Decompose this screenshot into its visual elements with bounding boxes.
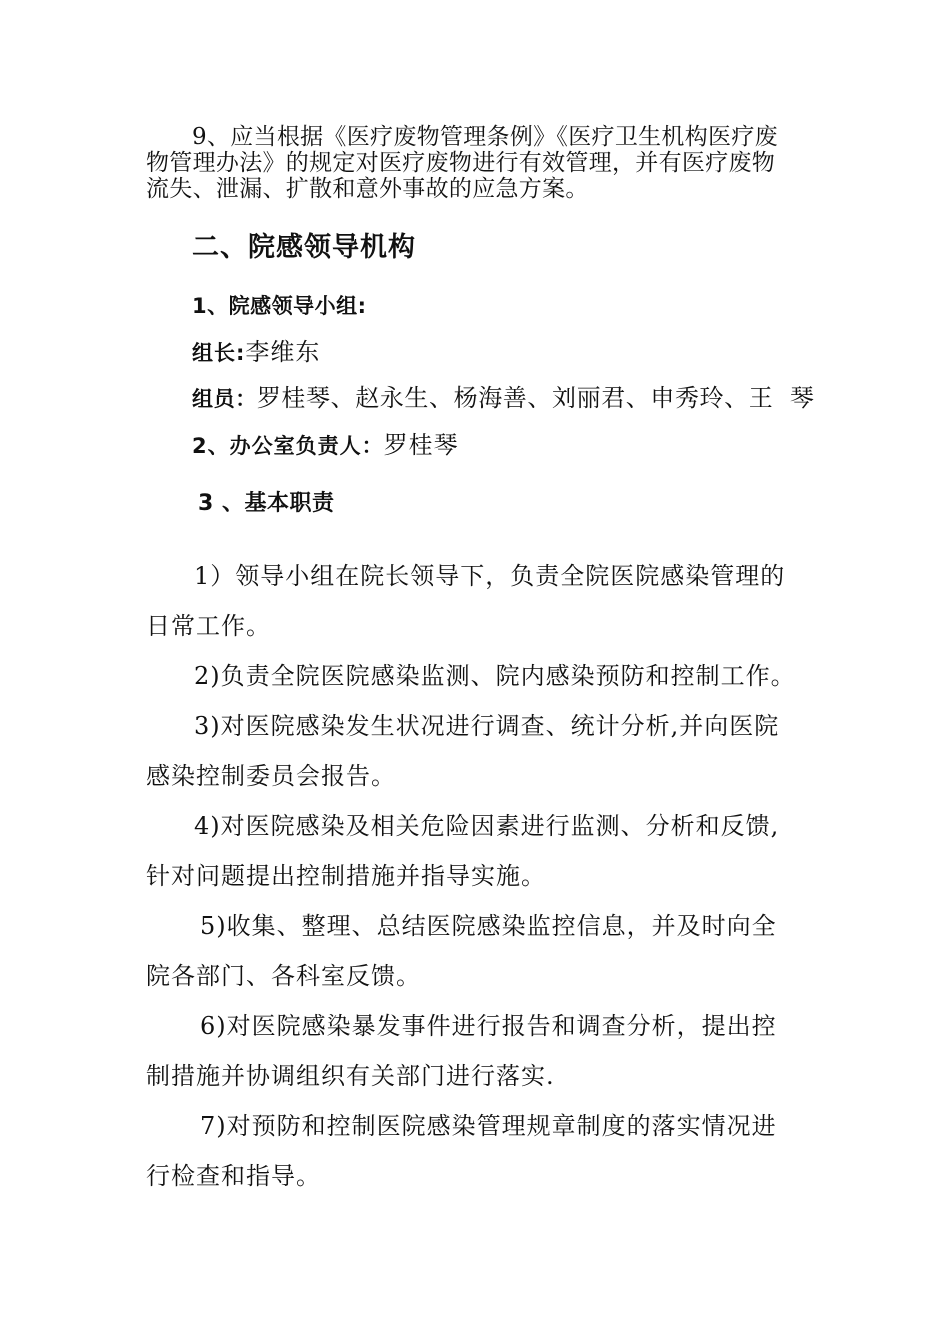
leader-row (192, 337, 320, 368)
duty-6-line-2: 制措施并协调组织有关部门进行落实. (146, 1062, 555, 1090)
duty-5-line-1: 5)收集、整理、总结医院感染监控信息，并及时向全 (200, 912, 777, 940)
duty-7-line-2: 行检查和指导。 (146, 1162, 321, 1190)
duties-title: 3 、基本职责 (198, 491, 335, 516)
office-label: 2、办公室负责人： (192, 434, 384, 458)
intro-line-3: 流失、泄漏、扩散和意外事故的应急方案。 (146, 176, 589, 202)
members-label: 组员： (192, 387, 257, 411)
leader-name: 李维东 (245, 338, 321, 366)
intro-line-2: 物管理办法》的规定对医疗废物进行有效管理，并有医疗废物 (146, 150, 776, 176)
members-row (192, 383, 814, 414)
members-list: 罗桂琴、赵永生、杨海善、刘丽君、申秀玲、王 琴 (256, 384, 815, 412)
duty-2-line-1: 2)负责全院医院感染监测、院内感染预防和控制工作。 (194, 662, 796, 690)
group-title: 1、院感领导小组: (192, 294, 367, 318)
duty-3-line-1: 3)对医院感染发生状况进行调查、统计分析,并向医院 (194, 712, 780, 740)
office-row (192, 430, 459, 461)
duty-1-line-2: 日常工作。 (146, 612, 271, 640)
intro-line-1: 9、应当根据《医疗废物管理条例》《医疗卫生机构医疗废 (192, 124, 778, 150)
office-name: 罗桂琴 (383, 431, 459, 459)
section-title: 二、院感领导机构 (192, 232, 416, 263)
duty-7-line-1: 7)对预防和控制医院感染管理规章制度的落实情况进 (200, 1112, 777, 1140)
duty-3-line-2: 感染控制委员会报告。 (146, 762, 396, 790)
duty-1-line-1: 1）领导小组在院长领导下，负责全院医院感染管理的 (194, 562, 786, 590)
leader-label: 组长: (192, 341, 246, 365)
duty-4-line-2: 针对问题提出控制措施并指导实施。 (146, 862, 546, 890)
duty-5-line-2: 院各部门、各科室反馈。 (146, 962, 421, 990)
duty-6-line-1: 6)对医院感染暴发事件进行报告和调查分析，提出控 (200, 1012, 777, 1040)
duty-4-line-1: 4)对医院感染及相关危险因素进行监测、分析和反馈, (194, 812, 780, 840)
